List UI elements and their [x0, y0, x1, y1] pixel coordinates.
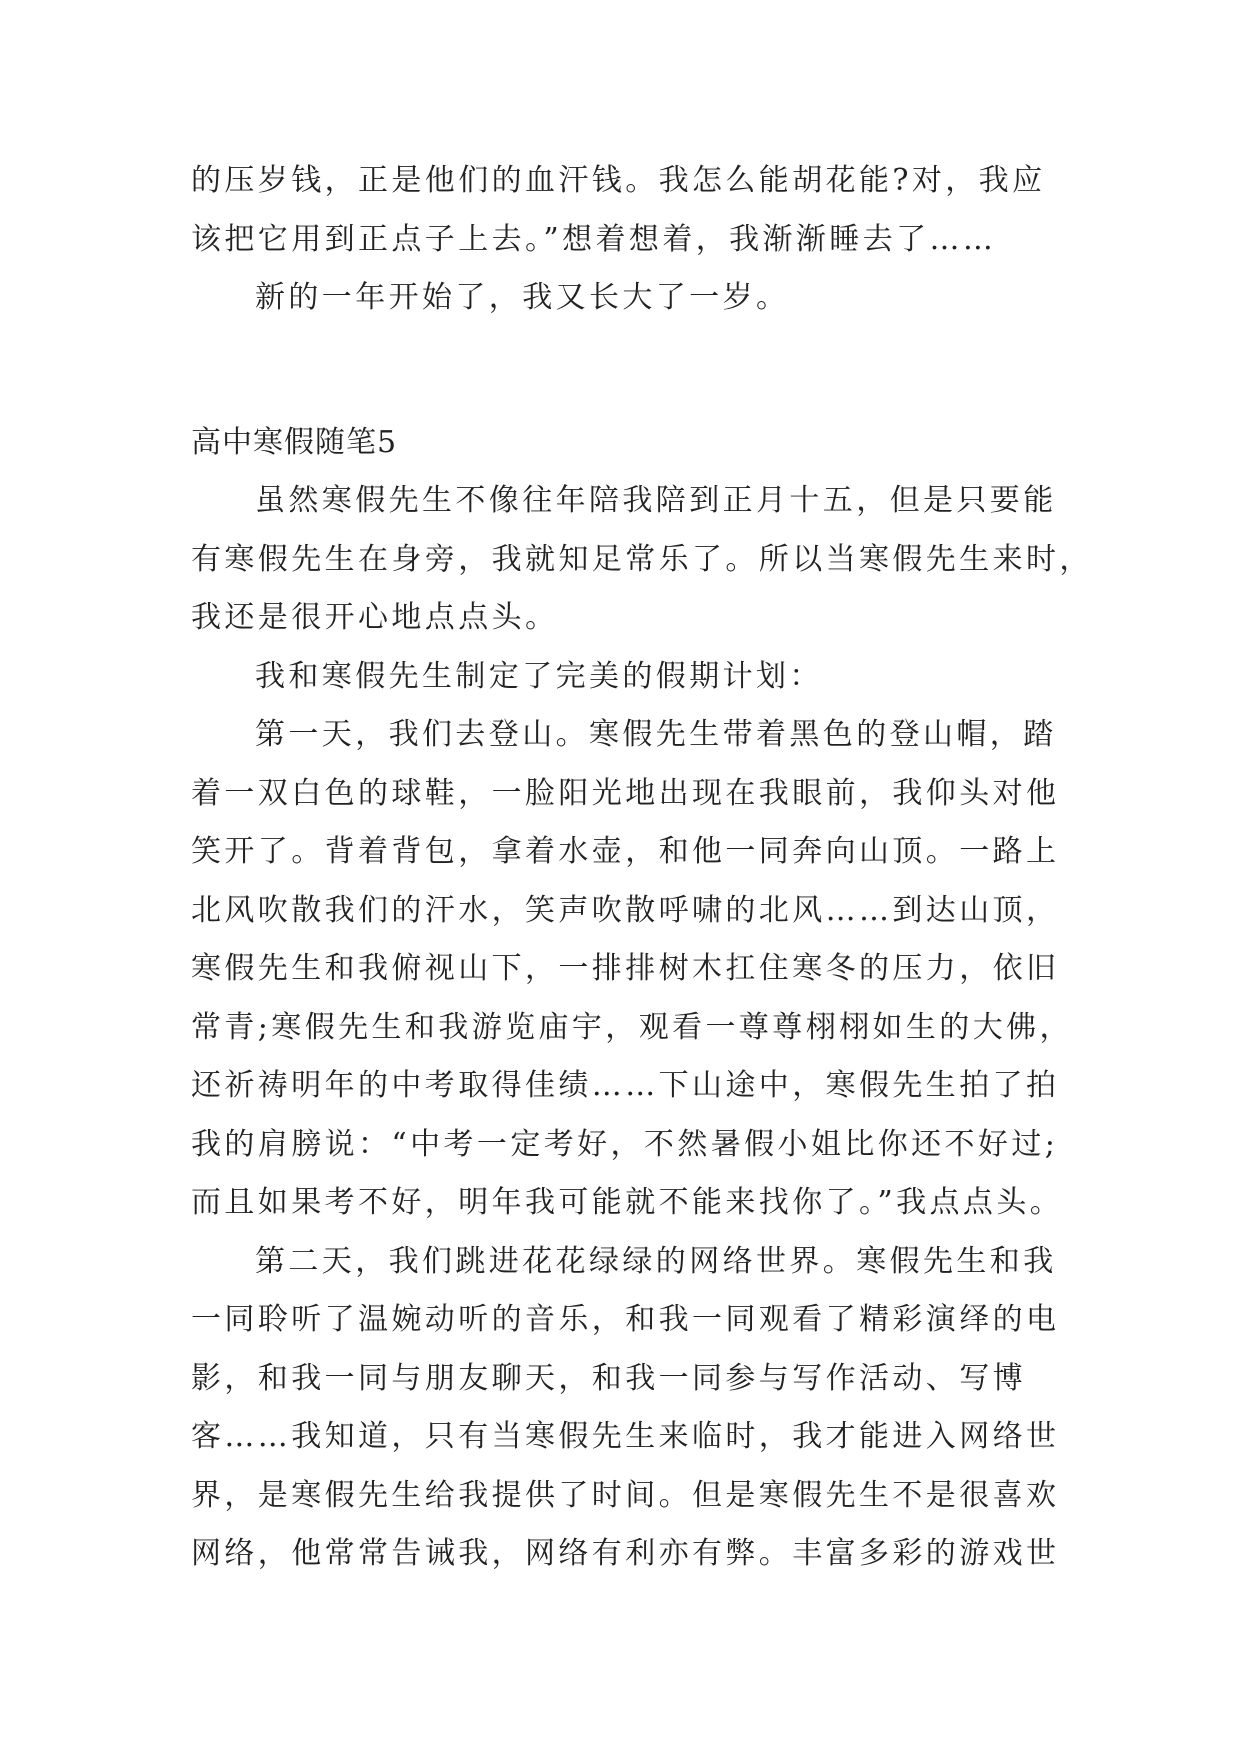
text-line: 客……我知道，只有当寒假先生来临时，我才能进入网络世	[191, 1419, 1060, 1454]
text-line: 第一天，我们去登山。寒假先生带着黑色的登山帽，踏	[255, 717, 1057, 752]
section-title: 高中寒假随笔5	[191, 424, 398, 460]
text-line: 影，和我一同与朋友聊天，和我一同参与写作活动、写博	[191, 1360, 1026, 1396]
text-line: 我还是很开心地点点头。	[191, 600, 559, 635]
text-line: 网络，他常常告诫我，网络有利亦有弊。丰富多彩的游戏世	[191, 1536, 1060, 1571]
section-gap	[191, 328, 1071, 414]
text-line: 北风吹散我们的汗水，笑声吹散呼啸的北风……到达山顶，	[191, 892, 1060, 928]
text-line: 界，是寒假先生给我提供了时间。但是寒假先生不是很喜欢	[191, 1477, 1060, 1513]
text-line: 的压岁钱，正是他们的血汗钱。我怎么能胡花能?对，我应	[191, 163, 1046, 198]
text-line: 寒假先生和我俯视山下，一排排树木扛住寒冬的压力，依旧	[191, 951, 1060, 986]
text-line: 第二天，我们跳进花花绿绿的网络世界。寒假先生和我	[255, 1243, 1057, 1279]
closing-paragraph: 新的一年开始了，我又长大了一岁。	[255, 280, 790, 315]
text-line: 笑开了。背着背包，拿着水壶，和他一同奔向山顶。一路上	[191, 834, 1060, 869]
document-body	[191, 152, 1093, 1584]
text-line: 常青;寒假先生和我游览庙宇，观看一尊尊栩栩如生的大佛，	[191, 1009, 1073, 1045]
text-line: 我的肩膀说：“中考一定考好，不然暑假小姐比你还不好过;	[191, 1126, 1059, 1162]
text-line: 我和寒假先生制定了完美的假期计划：	[255, 658, 823, 694]
text-line: 一同聆听了温婉动听的音乐，和我一同观看了精彩演绎的电	[191, 1302, 1060, 1337]
text-line: 虽然寒假先生不像往年陪我陪到正月十五，但是只要能	[255, 483, 1057, 518]
text-line: 还祈祷明年的中考取得佳绩……下山途中，寒假先生拍了拍	[191, 1068, 1060, 1103]
text-line: 着一双白色的球鞋，一脸阳光地出现在我眼前，我仰头对他	[191, 775, 1060, 811]
text-line: 而且如果考不好，明年我可能就不能来找你了。”我点点头。	[191, 1185, 1064, 1220]
text-line: 该把它用到正点子上去。”想着想着，我渐渐睡去了……	[191, 221, 997, 257]
text-line: 有寒假先生在身旁，我就知足常乐了。所以当寒假先生来时，	[191, 541, 1093, 577]
